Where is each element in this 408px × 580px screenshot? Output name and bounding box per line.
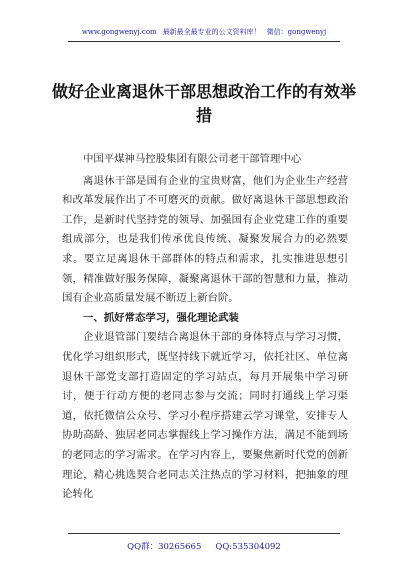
header-wechat: 微信：gongwenyj: [266, 28, 327, 36]
page-header: [0, 27, 408, 37]
footer-divider: [68, 533, 340, 534]
header-site-link[interactable]: www.gongwenyj.com: [81, 28, 157, 36]
document-body: [62, 150, 348, 505]
footer-qq-contact: QQ:535304092: [215, 542, 281, 552]
intro-paragraph: 离退休干部是国有企业的宝贵财富，他们为企业生产经营和改革发展作出了不可磨灭的贡献。做好离退休干部思想政治工作，是新时代坚持党的领导、加强国有企业党建工作的重要组成部分，也是我们传承优良传统、凝聚发展合力的必然要求。要立足离退休干部群体的特点和需求，扎实推进思想引领，精准做好服务保障，凝聚离退休干部的智慧和力量，推动国有企业高质量发展不断迈上新台阶。: [62, 174, 348, 305]
section-paragraph-1: 企业退管部门要结合离退休干部的身体特点与学习习惯，优化学习组织形式，既坚持线下就近学习，依托社区、单位离退休干部党支部打造固定的学习站点，每月开展集中学习研讨，便于行动方便的老同志参与交流；同时打通线上学习渠道，依托微信公众号、学习小程序搭建云学习课堂，安排专人协助高龄、独居老同志掌握线上学习操作方法，满足不能到场的老同志的学习需求。在学习内容上，要聚焦新时代党的创新理论，精心挑选契合老同志关注热点的学习材料，把抽象的理论转化: [62, 331, 348, 501]
affiliation-line: 中国平煤神马控股集团有限公司老干部管理中心: [83, 153, 302, 165]
header-slogan: 最新最全最专业的公文资料库！: [162, 28, 261, 36]
footer-qq-group: QQ群：30265665: [127, 542, 202, 552]
document-title: 做好企业离退休干部思想政治工作的有效举措: [51, 82, 356, 125]
section-heading-1: 一、抓好常态学习，强化理论武装: [83, 311, 239, 324]
header-divider: [68, 41, 340, 42]
page-footer: [0, 540, 408, 552]
